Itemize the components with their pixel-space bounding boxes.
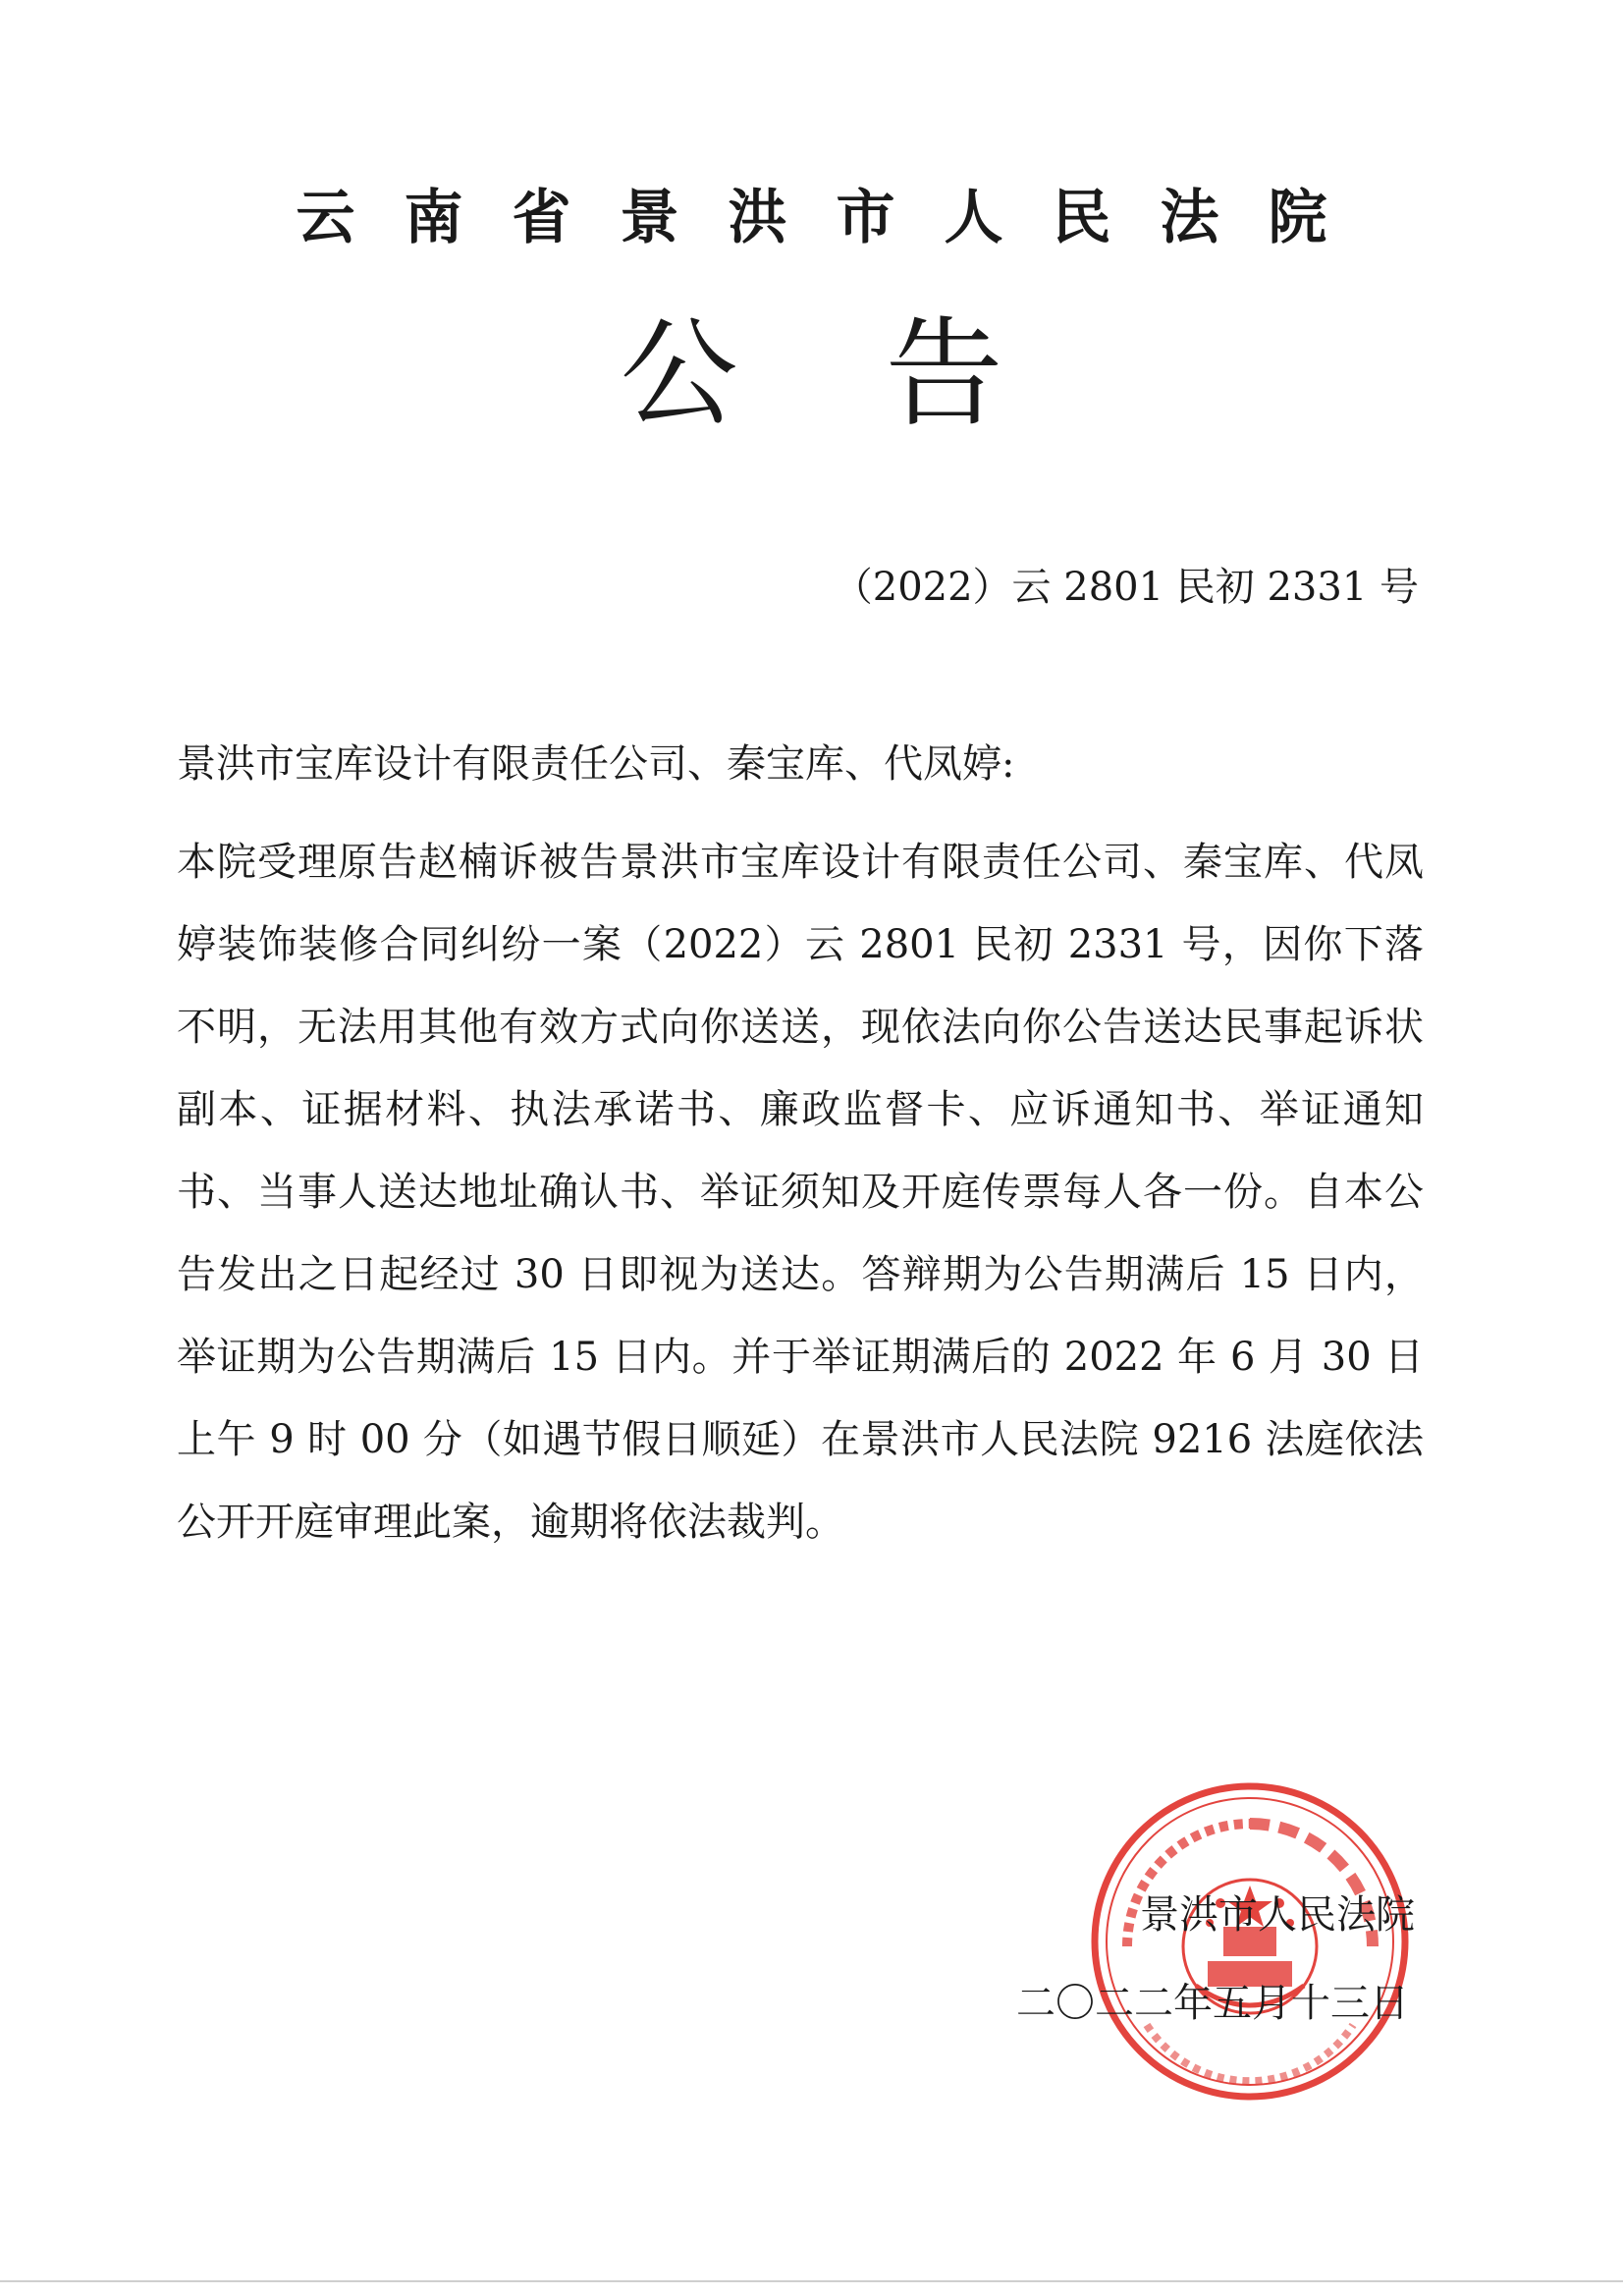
case-number: （2022）云 2801 民初 2331 号 (833, 565, 1419, 610)
notice-body-paragraph: 本院受理原告赵楠诉被告景洪市宝库设计有限责任公司、秦宝库、代凤婷装饰装修合同纠纷一案（2022）云 2801 民初 2331 号，因你下落不明，无法用其他有效方式向你送送，现依法向你公告送达民事起诉状副本、证据材料、执法承诺书、廉政监督卡、应诉通知书、举证通知书、当事人送达地址确认书、举证须知及开庭传票每人各一份。自本公告发出之日起经过 30 日即视为送达。答辩期为公告期满后 15 日内，举证期为公告期满后 15 日内。并于举证期满后的 2022 年 6 月 30 日上午 9 时 00 分（如遇节假日顺延）在景洪市人民法院 9216 法庭依法公开开庭审理此案，逾期将依法裁判。 (177, 840, 1424, 1545)
document-title: 公告 (620, 306, 1151, 443)
court-signature: 景洪市人民法院 (1140, 1892, 1415, 1938)
page-bottom-edge (0, 2280, 1623, 2282)
issue-date: 二〇二二年五月十三日 (1016, 1981, 1409, 2026)
notice-body (177, 821, 1424, 1563)
addressee: 景洪市宝库设计有限责任公司、秦宝库、代凤婷: (177, 741, 1015, 787)
court-name: 云南省景洪市人民法院 (296, 184, 1377, 252)
